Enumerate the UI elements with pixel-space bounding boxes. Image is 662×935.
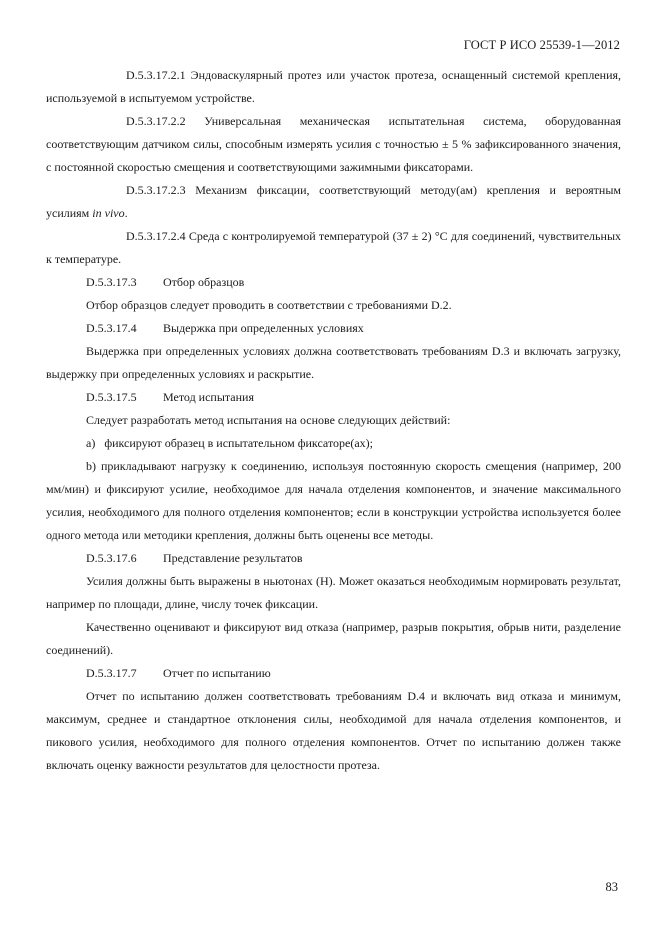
clause-number: D.5.3.17.2.1: [126, 68, 186, 82]
clause-number: D.5.3.17.2.4: [126, 229, 186, 243]
section-number: D.5.3.17.5: [86, 390, 137, 404]
list-item-a: a) фиксируют образец в испытательном фиксаторе(ах);: [86, 436, 374, 450]
body-paragraph: Выдержка при определенных условиях должна соответствовать требованиям D.3 и включать загрузку, выдержку при определенных условиях и раскрытие.: [46, 344, 621, 381]
body-paragraph: Качественно оценивают и фиксируют вид отказа (например, разрыв покрытия, обрыв нити, разделение соединений).: [46, 620, 621, 657]
clause-d-5-3-17-2-1: [46, 64, 621, 110]
clause-text: Механизм фиксации, соответствующий методу(ам) крепления и вероятным усилиям: [46, 183, 622, 220]
clause-text: Эндоваскулярный протез или участок протеза, оснащенный системой крепления, используемой в испытуемом устройстве.: [46, 68, 622, 105]
clause-text: Универсальная механическая испытательная система, оборудованная соответствующим датчиком силы, способным измерять усилия с точностью ± 5 % зафиксированного значения, с постоянной скоростью смещения и соответствующими зажимными фиксаторами.: [46, 114, 622, 174]
section-heading-sampling: [46, 271, 621, 294]
body-paragraph: Следует разработать метод испытания на основе следующих действий:: [86, 413, 451, 427]
section-number: D.5.3.17.4: [86, 321, 137, 335]
page-number: 83: [605, 880, 618, 894]
section-heading-results: [46, 547, 621, 570]
list-item-b: b) прикладывают нагрузку к соединению, используя постоянную скорость смещения (например, 200 мм/мин) и фиксируют усилие, необходимое для начала отделения компонентов, и значение максимального усилия, необходимого для полного отделения компонентов; если в конструкции устройства используется более одного метода или методики крепления, должны быть оценены все методы.: [46, 459, 621, 542]
clause-number: D.5.3.17.2.2: [126, 114, 186, 128]
clause-number: D.5.3.17.2.3: [126, 183, 186, 197]
clause-d-5-3-17-2-2: [46, 110, 621, 179]
section-heading-conditioning: [46, 317, 621, 340]
section-number: D.5.3.17.3: [86, 275, 137, 289]
clause-text: Среда с контролируемой температурой (37 ± 2) °С для соединений, чувствительных к температуре.: [46, 229, 622, 266]
body-paragraph: Отчет по испытанию должен соответствовать требованиям D.4 и включать вид отказа и минимум, максимум, среднее и стандартное отклонения силы, необходимой для начала отделения компонентов, и пикового усилия, необходимого для полного отделения компонентов. Отчет по испытанию должен также включать оценку важности результатов для целостности протеза.: [46, 689, 621, 772]
body-paragraph: Отбор образцов следует проводить в соответствии с требованиями D.2.: [86, 298, 452, 312]
section-number: D.5.3.17.6: [86, 551, 137, 565]
document-body: [46, 64, 621, 777]
clause-d-5-3-17-2-3: [46, 179, 621, 225]
clause-d-5-3-17-2-4: [46, 225, 621, 271]
section-title: Выдержка при определенных условиях: [163, 321, 364, 335]
section-heading-test-method: [46, 386, 621, 409]
section-title: Представление результатов: [163, 551, 303, 565]
body-paragraph: Усилия должны быть выражены в ньютонах (Н). Может оказаться необходимым нормировать результат, например по площади, длине, числу точек фиксации.: [46, 574, 621, 611]
section-number: D.5.3.17.7: [86, 666, 137, 680]
clause-italic-term: in vivo: [92, 206, 125, 220]
section-title: Отчет по испытанию: [163, 666, 271, 680]
standard-header: ГОСТ Р ИСО 25539-1—2012: [463, 38, 620, 52]
section-heading-test-report: [46, 662, 621, 685]
section-title: Отбор образцов: [163, 275, 245, 289]
section-title: Метод испытания: [163, 390, 254, 404]
clause-text-end: .: [124, 206, 128, 220]
